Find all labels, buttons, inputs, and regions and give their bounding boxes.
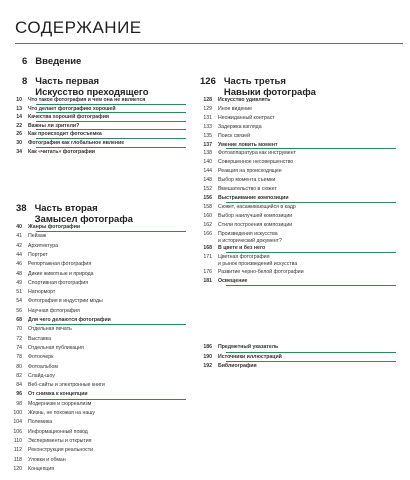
- left.part2-entry: [0, 438, 91, 444]
- right.index-entry: [190, 354, 282, 360]
- page-number: 120: [13, 465, 22, 472]
- right.part3-entry: [190, 124, 262, 130]
- section-divider: [226, 352, 396, 353]
- page-number: 156: [203, 194, 212, 201]
- page-number: 160: [203, 212, 212, 219]
- page-number: 112: [13, 447, 22, 454]
- entry-title: Репортажная фотография: [28, 261, 92, 268]
- left.part2-entry: [0, 308, 80, 314]
- part3-heading: [200, 76, 316, 98]
- entry-title: Фотоочерк: [28, 354, 54, 361]
- entry-title: Что такое фотография и чем она не является: [28, 97, 146, 103]
- page-number: 54: [16, 298, 22, 305]
- page-number: 26: [16, 131, 22, 138]
- right.part3-entry: [190, 245, 265, 251]
- section-divider: [36, 147, 186, 148]
- page-number: 144: [203, 168, 212, 175]
- entry-title: Умение ловить момент: [218, 141, 278, 148]
- entry-title: Эксперименты и открытия: [28, 437, 92, 444]
- page-number: 22: [16, 122, 22, 129]
- right.part3-entry: [190, 204, 296, 210]
- left.part2-entry: [0, 317, 111, 323]
- entry-title: Неожиданный контраст: [218, 114, 275, 121]
- page-number: 80: [16, 363, 22, 370]
- left.part2-entry: [0, 457, 66, 463]
- entry-title: Поиск связей: [218, 132, 251, 139]
- left.part1-entry: [0, 97, 145, 103]
- page-number: 133: [203, 123, 212, 130]
- right.index-entry: [190, 363, 257, 369]
- entry-title: Фотоальбом: [28, 363, 58, 370]
- page-number: 171: [203, 254, 212, 261]
- right.part3-entry: [190, 254, 297, 268]
- entry-title: Фотография в индустрии моды: [28, 298, 103, 305]
- page-number: 96: [16, 391, 22, 398]
- left.part2-entry: [0, 252, 48, 258]
- left.part1-entry: [0, 140, 124, 146]
- entry-title-line1: Цветная фотография: [218, 254, 270, 261]
- page-number: 30: [16, 140, 22, 146]
- section-divider: [226, 285, 396, 286]
- entry-title: Источники иллюстраций: [218, 353, 282, 360]
- part3-title: Навыки фотографа: [223, 87, 316, 98]
- left.part2-entry: [0, 419, 52, 425]
- entry-title: Дикие животные и природа: [28, 270, 94, 277]
- left.part2-entry: [0, 298, 103, 304]
- entry-title: Слайд-шоу: [28, 372, 55, 379]
- left.part2-entry: [0, 326, 72, 332]
- page-number: 190: [203, 353, 212, 360]
- entry-title: Реконструкция реальности: [28, 447, 93, 454]
- entry-title: Сюжет, насаживающийся в кадр: [218, 203, 296, 210]
- left.part1-entry: [0, 114, 109, 120]
- left.part2-entry: [0, 373, 55, 379]
- page-number: 44: [16, 251, 22, 258]
- left.part2-entry: [0, 382, 105, 388]
- part2-label: Часть вторая: [34, 203, 98, 214]
- page-number: 49: [16, 279, 22, 286]
- entry-title-line2: и исторический документ?: [218, 237, 282, 244]
- page-number: 72: [16, 335, 22, 342]
- entry-title: Жизнь, не похожая на нашу: [28, 410, 96, 416]
- entry-title: Как «читать» фотографии: [28, 148, 96, 155]
- page-number: 166: [203, 230, 212, 237]
- page-number: 56: [16, 307, 22, 314]
- entry-title: Научная фотография: [28, 307, 80, 314]
- entry-title: Вмешательство в сюжет: [218, 186, 277, 192]
- left.part2-entry: [0, 289, 55, 295]
- part1-title: Искусство преходящего: [35, 87, 149, 98]
- page-number: 82: [16, 372, 22, 379]
- left.part2-entry: [0, 364, 58, 370]
- page-number: 131: [203, 114, 212, 121]
- page-number: 68: [16, 317, 22, 323]
- left.part2-entry: [0, 336, 51, 342]
- page-number: 74: [16, 344, 22, 351]
- part1-page-number: 8: [22, 76, 28, 87]
- page-title: СОДЕРЖАНИЕ: [15, 18, 142, 37]
- page-number: 98: [16, 400, 22, 407]
- left.part2-entry: [0, 466, 54, 472]
- entry-title: Информационный повод: [28, 428, 88, 435]
- section-divider: [36, 324, 186, 325]
- right.part3-entry: [190, 278, 247, 284]
- left.part2-entry: [0, 233, 46, 239]
- left.part2-entry: [0, 271, 94, 277]
- entry-title: Отдельная публикация: [28, 344, 84, 351]
- page-number: 84: [16, 382, 22, 389]
- part1-heading: [22, 76, 149, 98]
- entry-title: Важны ли зрители?: [28, 122, 80, 129]
- section-divider: [226, 148, 396, 149]
- page-number: 181: [203, 278, 212, 285]
- page-number: 78: [16, 354, 22, 361]
- left.part1-entry: [0, 106, 116, 112]
- part2-page-number: 38: [16, 203, 27, 214]
- page-number: 110: [13, 437, 22, 444]
- section-divider: [36, 399, 186, 400]
- page-number: 51: [16, 289, 22, 296]
- section-divider: [36, 121, 186, 122]
- page-number: 137: [203, 141, 212, 148]
- left.part2-entry: [0, 429, 88, 435]
- entry-title: В цвете и без него: [218, 245, 266, 252]
- entry-title: Предметный указатель: [218, 344, 279, 350]
- entry-title: Выставка: [28, 335, 52, 342]
- page-number: 100: [13, 410, 22, 416]
- right.part3-entry: [190, 168, 282, 174]
- left.part2-entry: [0, 391, 88, 397]
- page-number: 162: [203, 221, 212, 228]
- entry-title: От снимка к концепции: [28, 391, 88, 398]
- entry-title: Фотоаппаратура как инструмент: [218, 150, 296, 157]
- part3-label: Часть третья: [223, 76, 286, 87]
- entry-title: [218, 254, 297, 268]
- left.part2-entry: [0, 410, 95, 416]
- section-divider: [226, 202, 396, 203]
- left.part2-entry: [0, 401, 91, 407]
- page-number: 168: [203, 245, 212, 252]
- entry-title: Спортивная фотография: [28, 279, 89, 286]
- entry-title: Как происходит фотосъемка: [28, 131, 102, 138]
- left.part2-entry: [0, 447, 93, 453]
- entry-title: Жанры фотографии: [28, 224, 81, 230]
- page-number: 140: [203, 159, 212, 166]
- left.part2-entry: [0, 354, 53, 360]
- page-number: 135: [203, 132, 212, 139]
- page-number: 42: [16, 242, 22, 249]
- page-number: 34: [16, 148, 22, 155]
- right.part3-entry: [190, 159, 293, 165]
- entry-title: [218, 231, 282, 245]
- entry-title: Концепция: [28, 465, 55, 472]
- entry-title: Уловки и обман: [28, 456, 66, 463]
- page-number: 70: [16, 326, 22, 333]
- page-number: 46: [16, 261, 22, 268]
- right.part3-entry: [190, 222, 292, 228]
- right.part3-entry: [190, 97, 270, 103]
- entry-title: Искусство удивлять: [218, 97, 271, 103]
- right.part3-entry: [190, 213, 292, 219]
- left.part1-entry: [0, 123, 79, 129]
- entry-title: Для чего делаются фотографии: [28, 317, 111, 323]
- entry-title: Выбор момента съемки: [218, 177, 276, 184]
- entry-title: Реакция на происходящее: [218, 168, 282, 175]
- left.part2-entry: [0, 280, 88, 286]
- page-number: 48: [16, 270, 22, 277]
- section-divider: [36, 231, 186, 232]
- entry-title-line1: Произведения искусства: [218, 230, 278, 237]
- section-divider: [36, 104, 186, 105]
- page-number: 40: [16, 224, 22, 230]
- entry-title: Выстраивание композиции: [218, 194, 289, 201]
- part1-label: Часть первая: [35, 76, 100, 87]
- page-number: 41: [16, 233, 22, 240]
- section-divider: [36, 138, 186, 139]
- right.part3-entry: [190, 231, 282, 245]
- entry-title: Полемика: [28, 419, 53, 426]
- page-number: 129: [203, 105, 212, 112]
- right.part3-entry: [190, 195, 289, 201]
- entry-title: Качества хорошей фотографии: [28, 114, 110, 121]
- left.part2-entry: [0, 243, 58, 249]
- title-rule: [15, 43, 403, 44]
- right.part3-entry: [190, 269, 304, 275]
- page-number: 148: [203, 177, 212, 184]
- intro-entry: [22, 56, 81, 67]
- entry-title: Развитие черно-белой фотографии: [218, 269, 304, 276]
- page-number: 158: [203, 203, 212, 210]
- page-number: 104: [13, 419, 22, 426]
- page-number: 118: [13, 456, 22, 463]
- section-divider: [226, 252, 396, 253]
- entry-title: Пейзаж: [28, 233, 47, 240]
- right.index-entry: [190, 344, 278, 350]
- page-number: 186: [203, 344, 212, 350]
- page-number: 128: [203, 97, 212, 103]
- page-number: 14: [16, 114, 22, 121]
- page-number: 192: [203, 363, 212, 370]
- entry-title-line2: и рынок произведений искусства: [218, 261, 298, 268]
- part3-page-number: 126: [200, 76, 216, 87]
- right.part3-entry: [190, 142, 278, 148]
- left.part2-entry: [0, 345, 84, 351]
- left.part2-entry: [0, 224, 80, 230]
- entry-title: Совершенное несовершенство: [218, 159, 294, 166]
- entry-title: Отдельная печать: [28, 326, 72, 333]
- right.part3-entry: [190, 150, 296, 156]
- intro-title: Введение: [35, 56, 82, 67]
- part2-title: Замысел фотографа: [34, 214, 133, 225]
- entry-title: Портрет: [28, 251, 48, 258]
- entry-title: Задержка взгляда: [218, 123, 262, 130]
- entry-title: Библиография: [218, 363, 257, 370]
- entry-title: Веб-сайты и электронные книги: [28, 382, 105, 389]
- right.part3-entry: [190, 106, 252, 112]
- right.part3-entry: [190, 177, 275, 183]
- entry-title: Выбор наилучшей композиции: [218, 212, 293, 219]
- entry-title: Фотография как глобальное явление: [28, 140, 125, 146]
- page-number: 106: [13, 428, 22, 435]
- page-number: 13: [16, 105, 22, 112]
- part2-heading: [16, 203, 133, 225]
- entry-title: Натюрморт: [28, 289, 56, 296]
- entry-title: Что делает фотографию хорошей: [28, 105, 116, 112]
- right.part3-entry: [190, 186, 277, 192]
- right.part3-entry: [190, 115, 275, 121]
- intro-page-number: 6: [22, 56, 28, 67]
- page-number: 138: [203, 150, 212, 157]
- entry-title: Модернизм и сюрреализм: [28, 400, 92, 407]
- page-number: 176: [203, 269, 212, 276]
- entry-title: Освещение: [218, 278, 248, 285]
- entry-title: Стили построения композиции: [218, 221, 293, 228]
- entry-title: Иное видение: [218, 105, 253, 112]
- left.part1-entry: [0, 149, 95, 155]
- page-number: 152: [203, 186, 212, 192]
- left.part1-entry: [0, 131, 102, 137]
- entry-title: Архитектура: [28, 242, 59, 249]
- right.part3-entry: [190, 133, 250, 139]
- left.part2-entry: [0, 261, 91, 267]
- page-number: 10: [16, 97, 22, 103]
